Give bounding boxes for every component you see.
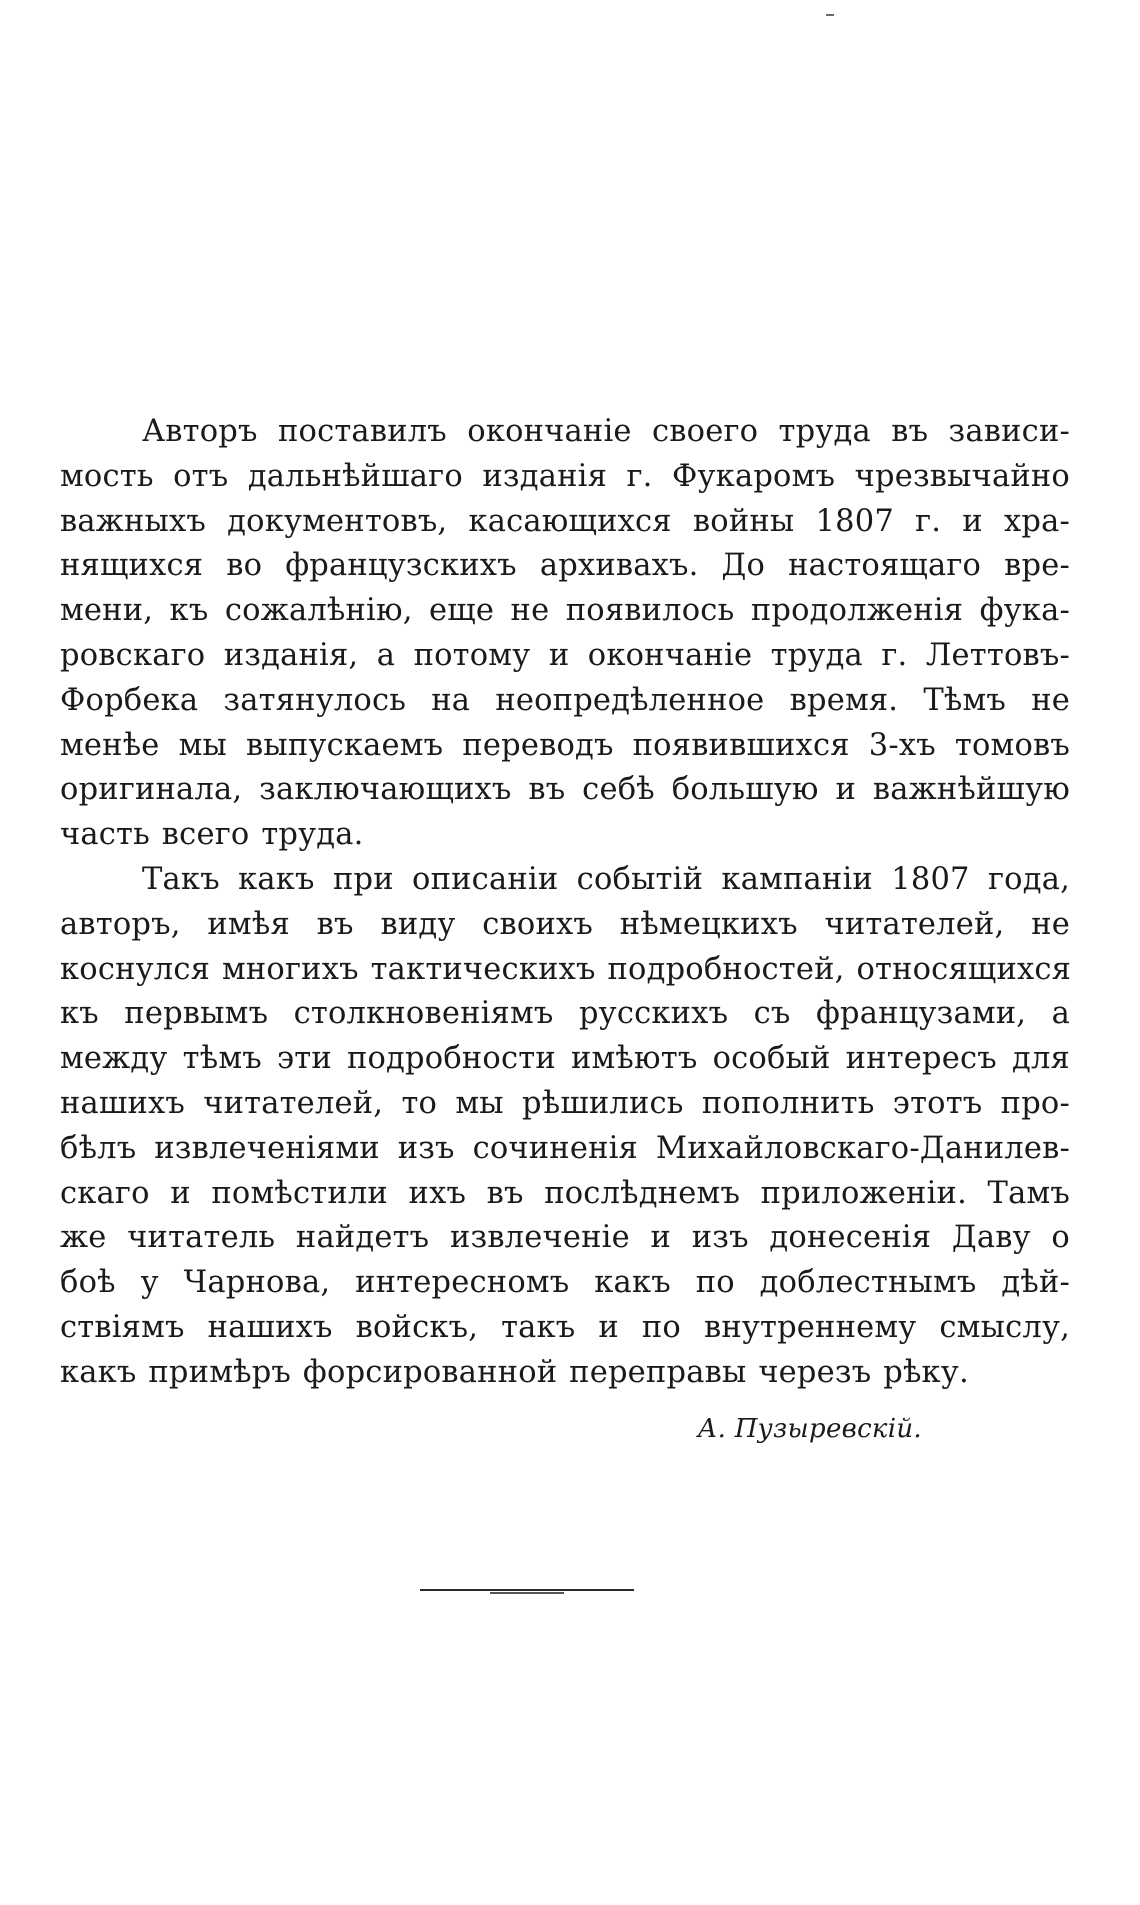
text-line: скаго и помѣстили ихъ въ послѣднемъ приложеніи. Тамъ [60,1175,1070,1211]
text-line: мени, къ сожалѣнію, еще не появилось продолженія фука- [60,593,1070,629]
text-line: часть всего труда. [60,817,364,853]
text-line: же читатель найдетъ извлеченіе и изъ донесенія Даву о [60,1220,1070,1256]
text-line: менѣе мы выпускаемъ переводъ появившихся 3-хъ томовъ [60,727,1070,763]
rule-line [490,1592,564,1594]
rule-line [420,1589,634,1591]
text-line: какъ примѣръ форсированной переправы черезъ рѣку. [60,1354,969,1390]
paragraph-2 [60,858,1070,1396]
text-line: Такъ какъ при описаніи событій кампаніи 1807 года, [142,861,1070,897]
text-line: нящихся во французскихъ архивахъ. До настоящаго вре- [60,548,1070,584]
preface-text [60,410,1070,1396]
paragraph-1 [60,410,1070,858]
text-line: коснулся многихъ тактическихъ подробностей, относящихся [60,951,1072,987]
end-ornament-rule [420,1589,634,1595]
text-line: оригинала, заключающихъ въ себѣ большую и важнѣйшую [60,772,1070,808]
text-line: авторъ, имѣя въ виду своихъ нѣмецкихъ читателей, не [60,906,1070,942]
text-line: важныхъ документовъ, касающихся войны 1807 г. и хра- [60,503,1070,539]
text-line: ровскаго изданія, а потому и окончаніе труда г. Леттовъ- [60,637,1070,673]
text-line: бѣлъ извлеченіями изъ сочиненія Михайловскаго-Данилев- [60,1130,1070,1166]
top-edge-mark [826,14,834,16]
text-line: Форбека затянулось на неопредѣленное время. Тѣмъ не [60,682,1070,718]
text-line: Авторъ поставилъ окончаніе своего труда въ зависи- [142,414,1070,449]
text-line: между тѣмъ эти подробности имѣютъ особый интересъ для [60,1041,1070,1077]
text-line: къ первымъ столкновеніямъ русскихъ съ французами, а [60,996,1070,1032]
text-line: ствіямъ нашихъ войскъ, такъ и по внутреннему смыслу, [60,1309,1070,1345]
text-line: боѣ у Чарнова, интересномъ какъ по доблестнымъ дѣй- [60,1265,1070,1301]
text-line: нашихъ читателей, то мы рѣшились пополнить этотъ про- [60,1085,1070,1121]
text-line: мость отъ дальнѣйшаго изданія г. Фукаромъ чрезвычайно [60,458,1070,494]
author-signature: А. Пузыревскій. [697,1414,922,1444]
